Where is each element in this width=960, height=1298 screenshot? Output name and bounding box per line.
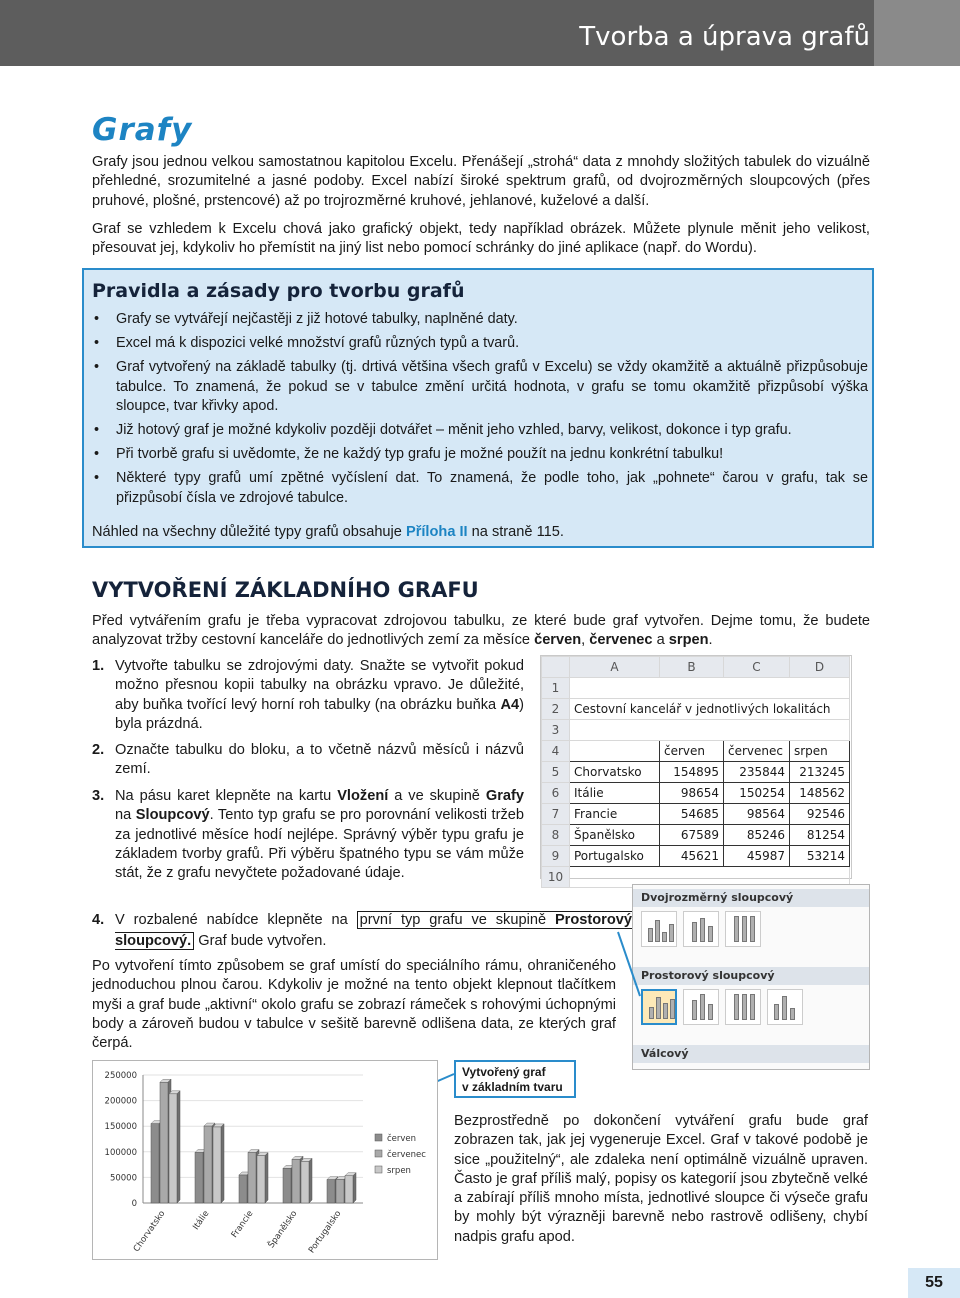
bar-side (353, 1173, 356, 1203)
sheet-cell: 81254 (790, 825, 850, 846)
rules-foot-text: Náhled na všechny důležité typy grafů obsahuje (92, 524, 406, 540)
sheet-header-cell: červen (660, 741, 724, 762)
rules-title: Pravidla a zásady pro tvorbu grafů (92, 280, 465, 302)
bar (336, 1179, 344, 1203)
bar (169, 1094, 177, 1203)
row-header: 6 (542, 783, 570, 804)
sheet-cell (570, 720, 850, 741)
page-heading: Grafy (92, 112, 193, 148)
y-tick-label: 150000 (104, 1122, 137, 1133)
step-number: 3. (92, 788, 105, 804)
sheet-cell: 92546 (790, 804, 850, 825)
bar (301, 1161, 309, 1203)
3d-percent-column-option[interactable] (725, 989, 761, 1025)
legend-swatch (375, 1134, 382, 1141)
bar (151, 1124, 159, 1203)
bar-side (309, 1158, 312, 1203)
bar (213, 1127, 221, 1203)
gallery-header-cylinder: Válcový (633, 1045, 869, 1063)
step-2 (92, 741, 524, 780)
step-text: Na pásu karet klepněte na kartu (115, 788, 338, 804)
step-text: na (115, 807, 136, 824)
column-header: A (570, 657, 660, 678)
sheet-cell: Portugalsko (570, 846, 660, 867)
sheet-cell (570, 678, 850, 699)
chart-callout (454, 1060, 576, 1098)
rules-list (92, 310, 868, 513)
y-tick-label: 50000 (109, 1173, 137, 1184)
3d-clustered-column-option[interactable] (641, 989, 677, 1025)
sheet-cell: 98564 (724, 804, 790, 825)
bar (257, 1156, 265, 1203)
step-text: . Tento typ grafu se pro porovnání velikosti tržeb za jednotlivé měsíce hodí nejlépe. Správný výběr typu grafu je základem tvorby grafů. Při výběru špatného typu se vám může stát, že z grafu nevyčtete požadované údaje. (115, 807, 524, 882)
bar-side (265, 1153, 268, 1203)
corner-cell (542, 657, 570, 678)
step-text: ) byla prázdná. (115, 696, 524, 732)
header-corner (874, 0, 960, 66)
sheet-cell: 213245 (790, 762, 850, 783)
legend-swatch (375, 1166, 382, 1173)
step-text: Označte tabulku do bloku, a to včetně názvů měsíců i názvů zemí. (115, 742, 524, 778)
row-header: 3 (542, 720, 570, 741)
month-june: červen (534, 632, 582, 649)
category-label: Francie (229, 1208, 256, 1240)
sheet-cell: 235844 (724, 762, 790, 783)
rules-foot-text-end: na straně 115. (467, 524, 564, 540)
spreadsheet-table (541, 656, 850, 888)
category-label: Španělsko (266, 1208, 300, 1251)
intro-paragraph-2: Graf se vzhledem k Excelu chová jako grafický objekt, tedy například obrázek. Můžete plynule měnit jeho velikost, přesouvat jej, kdykoliv ho přemístit na jiný list nebo pomocí schránky do jiné aplikace (např. do Wordu). (92, 221, 870, 257)
spreadsheet-image (540, 655, 852, 884)
sheet-cell: 45987 (724, 846, 790, 867)
appendix-link[interactable]: Příloha II (405, 524, 468, 540)
step-3 (92, 787, 524, 883)
step-text: první typ grafu ve skupině (359, 912, 555, 928)
y-tick-label: 100000 (104, 1147, 137, 1158)
sheet-cell: 148562 (790, 783, 850, 804)
bar (160, 1082, 168, 1203)
sheet-cell: 54685 (660, 804, 724, 825)
bar (292, 1159, 300, 1203)
bar (204, 1126, 212, 1203)
bar (327, 1180, 335, 1203)
gallery-header-2d: Dvojrozměrný sloupcový (633, 889, 869, 907)
category-label: Chorvatsko (131, 1208, 168, 1254)
row-header: 2 (542, 699, 570, 720)
sheet-cell: Francie (570, 804, 660, 825)
chart-type-ref: Prostorový sloupcový. (115, 912, 632, 949)
rules-item: • Některé typy grafů umí zpětné vyčíslení dat. To znamená, že podle toho, jak „pohnete“ čarou v grafu, tak se přizpůsobí čísla ve zdrojové tabulce. (92, 469, 868, 507)
stacked-column-option[interactable] (683, 911, 719, 947)
step-4 (92, 910, 632, 952)
rules-box (82, 268, 874, 548)
y-tick-label: 0 (131, 1199, 137, 1209)
row-header: 4 (542, 741, 570, 762)
chart-type-gallery (632, 884, 870, 1070)
sheet-title-cell: Cestovní kancelář v jednotlivých lokalitách (570, 699, 850, 720)
final-paragraph: Bezprostředně po dokončení vytváření grafu bude graf zobrazen tak, jak jej vygeneruje Excel. Graf v takové podobě je sice „použitelný“, ale zdaleka není optimálně vizuálně upraven. Často je graf příliš malý, popisy os kategorií jsou zbytečně velké a zabírají příliš mnoho místa, jednotlivé sloupce či výseče grafu by mohly být výrazněji barevně nebo rastrově odlišeny, chybí nadpis grafu apod. (454, 1113, 868, 1245)
step-number: 4. (92, 912, 105, 928)
step-number: 1. (92, 658, 105, 674)
row-header: 8 (542, 825, 570, 846)
sheet-cell: 67589 (660, 825, 724, 846)
step-1 (92, 657, 524, 734)
section-title: VYTVOŘENÍ ZÁKLADNÍHO GRAFU (92, 578, 479, 602)
month-august: srpen (668, 632, 709, 649)
chart-frame (92, 1060, 438, 1260)
legend-label: srpen (387, 1166, 411, 1176)
row-header: 1 (542, 678, 570, 699)
row-header: 5 (542, 762, 570, 783)
sheet-cell: 154895 (660, 762, 724, 783)
bar-side (221, 1124, 224, 1203)
percent-column-option[interactable] (725, 911, 761, 947)
bar (195, 1152, 203, 1203)
rules-footnote (92, 524, 564, 540)
month-july: červenec (589, 632, 653, 649)
ribbon-button-ref: Sloupcový (135, 807, 210, 824)
legend-swatch (375, 1150, 382, 1157)
category-label: Portugalsko (306, 1208, 344, 1256)
bar (239, 1175, 247, 1203)
sheet-cell: Itálie (570, 783, 660, 804)
paragraph-after-steps: Po vytvoření tímto způsobem se graf umístí do speciálního rámu, ohraničeného jednoduchou plnou čarou. Kdykoliv je možné na tento objekt klepnout tlačítkem myši a graf bude „aktivní“ okolo grafu se zobrazí rámeček s rohovými úchopnými body a zároveň budou v tabulce v sešitě barevně odlišena data, ze kterých graf čerpá. (92, 958, 616, 1052)
step-text: V rozbalené nabídce klepněte na (115, 912, 357, 928)
y-tick-label: 250000 (104, 1071, 137, 1081)
header-bar (0, 0, 960, 66)
rules-item: • Již hotový graf je možné kdykoliv později dotvářet – měnit jeho vzhled, barvy, velikost, dokonce i typ grafu. (92, 421, 868, 440)
step-text: Graf bude vytvořen. (194, 933, 327, 949)
callout-line: Vytvořený graf (462, 1065, 546, 1079)
callout-line: v základním tvaru (462, 1080, 563, 1094)
bar (248, 1153, 256, 1203)
ribbon-group-ref: Grafy (485, 788, 524, 804)
section-intro-text: Před vytvářením grafu je třeba vypracovat zdrojovou tabulku, ze které bude graf vytvořen. Dejme tomu, že budete analyzovat tržby cestovní kanceláře do jednotlivých zemí za měsíce (92, 613, 870, 649)
section-intro (92, 612, 870, 651)
page-number: 55 (908, 1268, 960, 1298)
gallery-header-3d: Prostorový sloupcový (633, 967, 869, 985)
row-header: 7 (542, 804, 570, 825)
cell-ref: A4 (500, 696, 520, 713)
ribbon-tab-ref: Vložení (337, 788, 389, 804)
legend-label: červen (387, 1134, 417, 1144)
step-number: 2. (92, 742, 105, 758)
category-label: Itálie (191, 1208, 212, 1232)
step-text: Vytvořte tabulku se zdrojovými daty. Snažte se vytvořit pokud možno přesnou kopii tabulky na obrázku vpravo. Je důležité, aby buňka tvořící levý horní roh tabulky (na obrázku buňka (115, 658, 524, 713)
sheet-cell: 98654 (660, 783, 724, 804)
sheet-cell: 45621 (660, 846, 724, 867)
rules-item: • Excel má k dispozici velké množství grafů různých typů a tvarů. (92, 334, 868, 353)
column-header: D (790, 657, 850, 678)
sheet-cell: 150254 (724, 783, 790, 804)
column-chart (93, 1061, 437, 1259)
sep: . (708, 632, 713, 649)
bar-side (177, 1091, 180, 1203)
row-header: 10 (542, 867, 570, 888)
sheet-cell: Španělsko (570, 825, 660, 846)
rules-item: • Grafy se vytvářejí nejčastěji z již hotové tabulky, naplněné daty. (92, 310, 868, 329)
header-title: Tvorba a úprava grafů (579, 22, 870, 52)
sheet-cell: 85246 (724, 825, 790, 846)
bar (345, 1176, 353, 1203)
rules-item: • Při tvorbě grafu si uvědomte, že ne každý typ grafu je možné použít na jednu konkrétní tabulku! (92, 445, 868, 464)
row-header: 9 (542, 846, 570, 867)
column-header: B (660, 657, 724, 678)
y-tick-label: 200000 (104, 1096, 137, 1107)
3d-column-option[interactable] (767, 989, 803, 1025)
column-chart-option[interactable] (641, 911, 677, 947)
column-header: C (724, 657, 790, 678)
sheet-cell: 53214 (790, 846, 850, 867)
rules-item: • Graf vytvořený na základě tabulky (tj. drtivá většina všech grafů v Excelu) se vždy okamžitě a aktuálně přizpůsobuje tabulce. To znamená, že pokud se v tabulce změní určitá hodnota, v grafu se tomu okamžitě přizpůsobí výška sloupce, tvar křivky apod. (92, 358, 868, 416)
step-text: a ve skupině (388, 788, 486, 804)
bar (283, 1168, 291, 1203)
sep: a (652, 632, 669, 649)
sheet-header-cell: srpen (790, 741, 850, 762)
intro-paragraph-1: Grafy jsou jednou velkou samostatnou kapitolou Excelu. Přenášejí „strohá“ data z mnohdy složitých tabulek do vizuálně přehledné, srozumitelné a jasné podoby. Excel nabízí široké spektrum grafů, od dvojrozměrných sloupcových (přes pruhové, plošné, prstencové) až po trojrozměrné kruhové, jehlanové, kuželové a další. (92, 154, 870, 209)
legend-label: červenec (387, 1150, 426, 1160)
3d-stacked-column-option[interactable] (683, 989, 719, 1025)
sheet-cell (570, 741, 660, 762)
sheet-cell: Chorvatsko (570, 762, 660, 783)
sheet-header-cell: červenec (724, 741, 790, 762)
sep: , (581, 632, 590, 649)
